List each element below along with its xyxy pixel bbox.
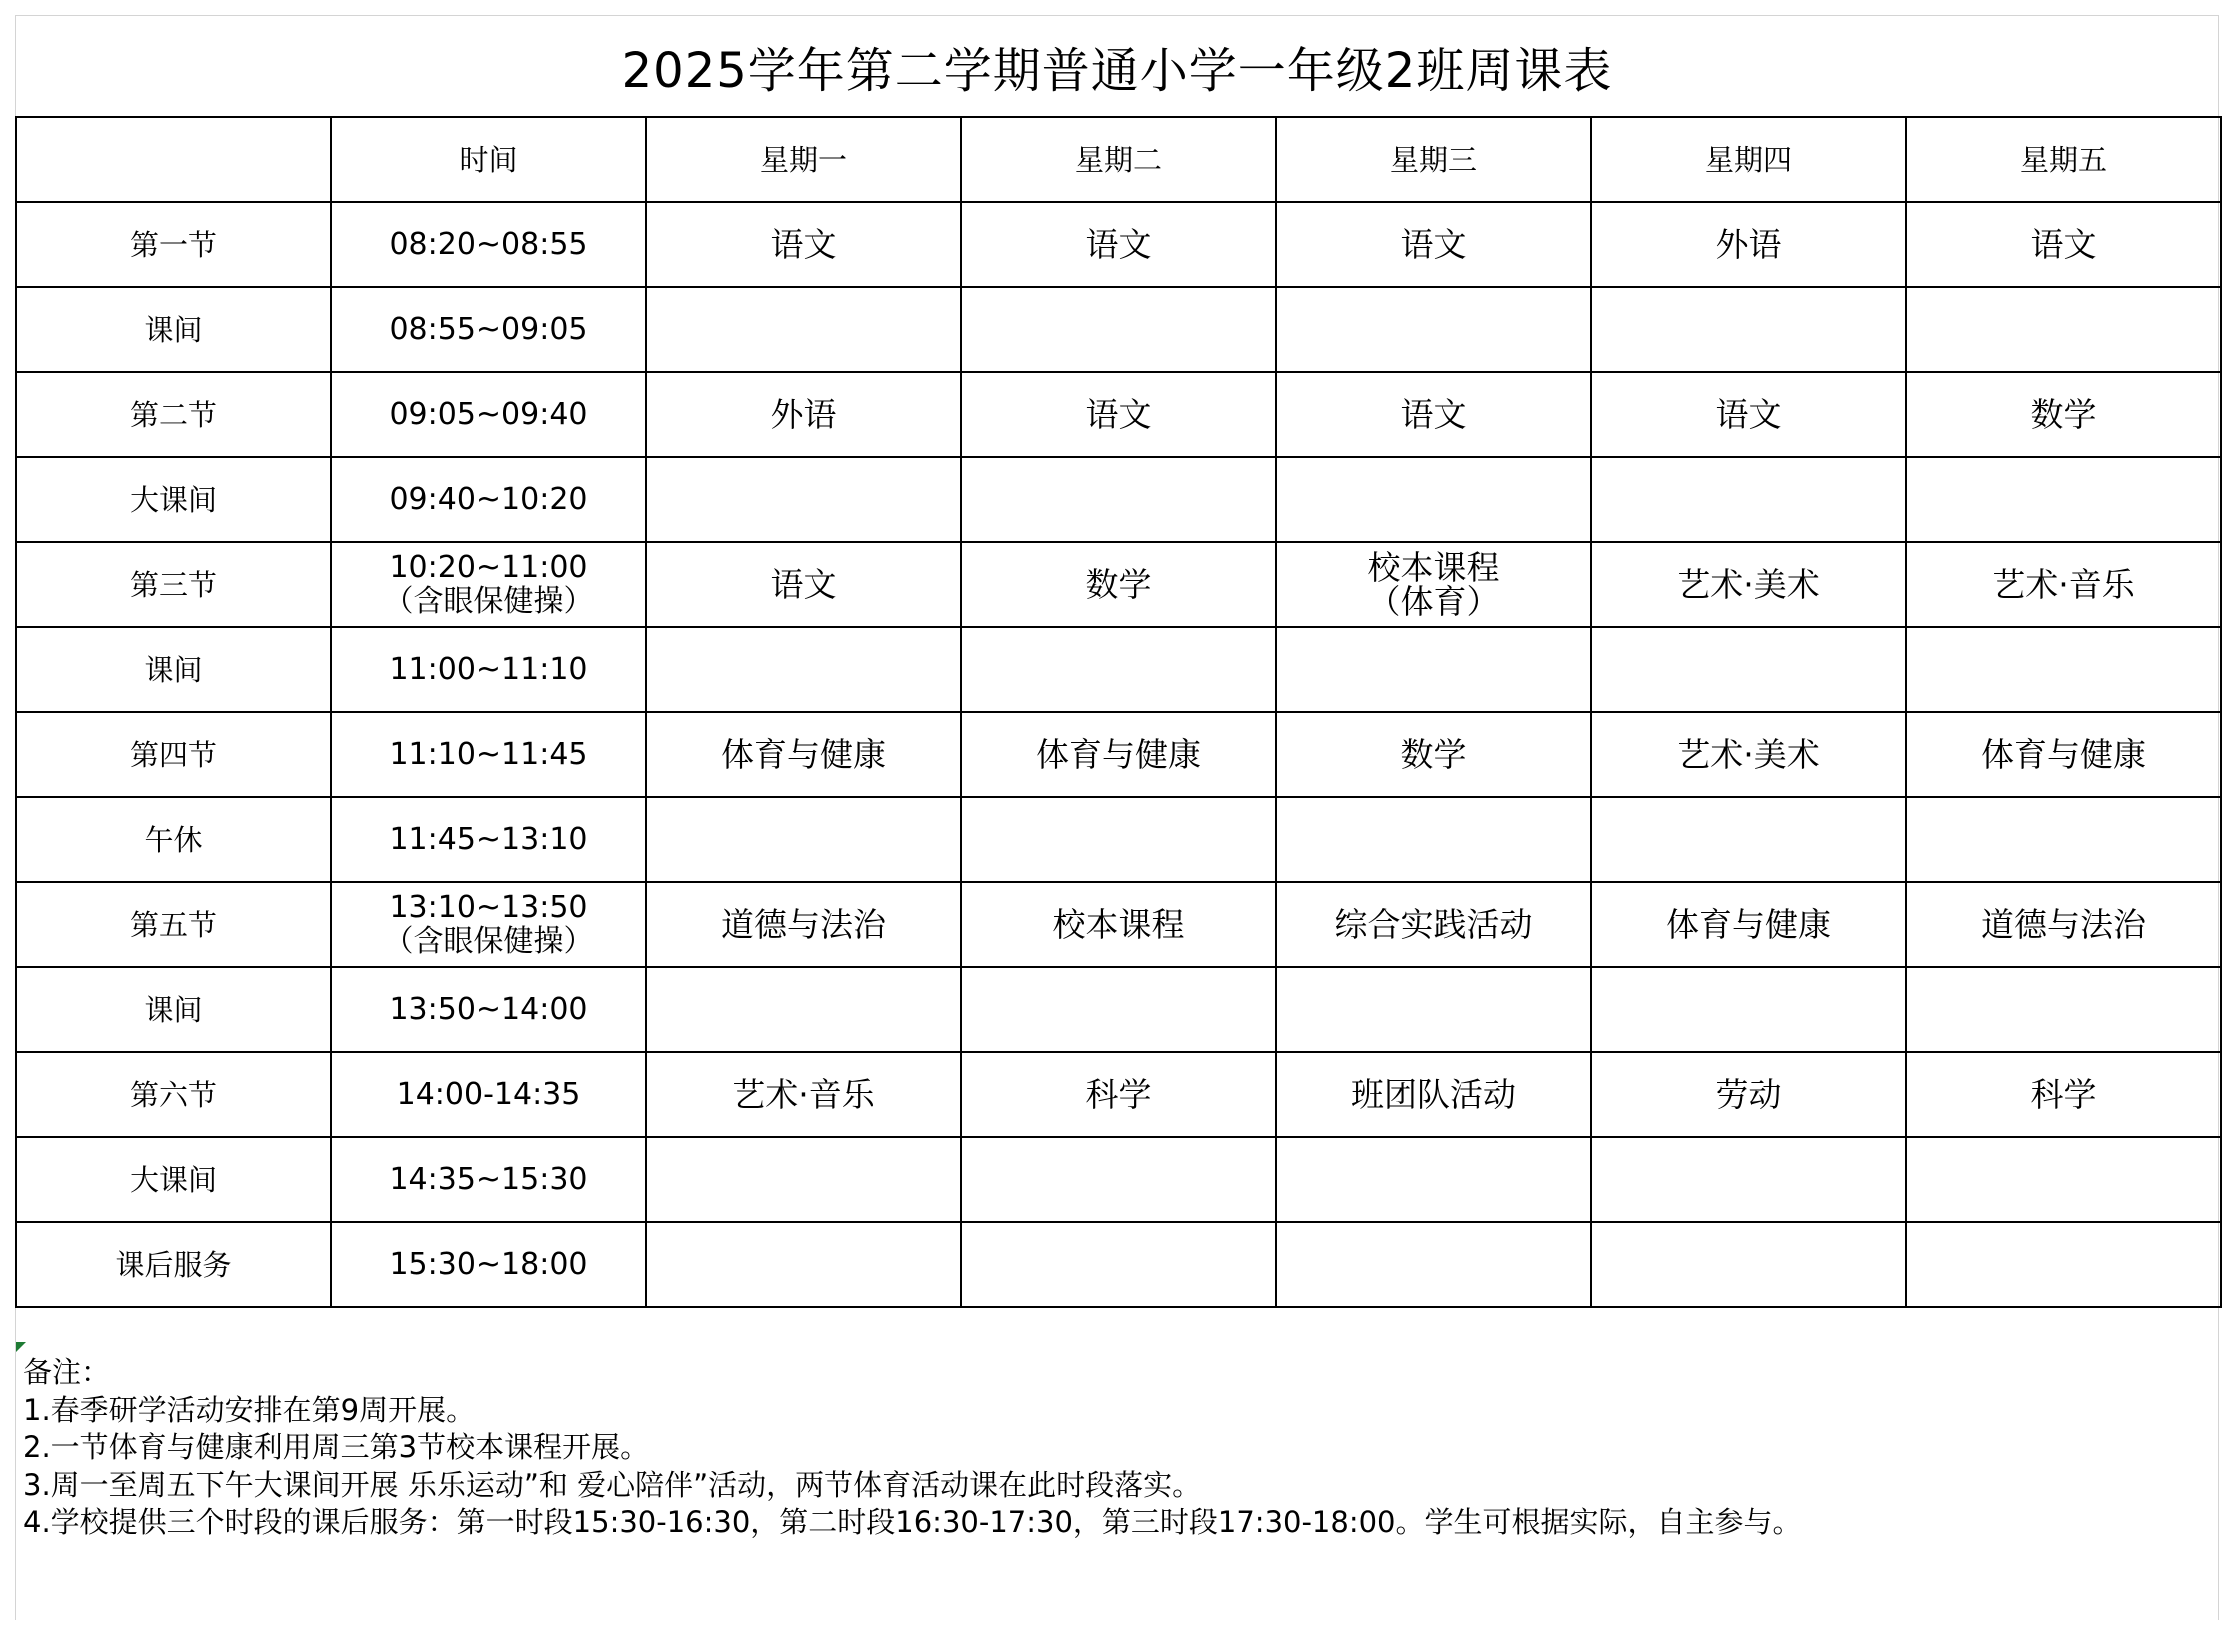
subject-text: 语文 [1085, 394, 1152, 434]
time-text: 08:55~09:05 [389, 311, 588, 347]
period-time-cell[interactable] [331, 542, 646, 627]
subject-text: 外语 [1715, 224, 1782, 264]
period-label-cell[interactable]: 课后服务 [16, 1222, 331, 1307]
period-time-cell[interactable] [331, 1222, 646, 1307]
period-time-cell[interactable] [331, 372, 646, 457]
subject-cell[interactable] [1906, 542, 2221, 627]
subject-text: （体育） [1367, 581, 1500, 621]
subject-cell[interactable] [1906, 967, 2221, 1052]
period-time-cell[interactable] [331, 712, 646, 797]
period-time-cell[interactable] [331, 287, 646, 372]
header-day-cell[interactable]: 星期二 [961, 117, 1276, 202]
subject-cell[interactable] [961, 202, 1276, 287]
subject-cell[interactable] [1591, 372, 1906, 457]
subject-cell[interactable] [646, 712, 961, 797]
period-time-cell[interactable] [331, 202, 646, 287]
subject-cell[interactable] [1276, 967, 1591, 1052]
period-label-cell[interactable]: 课间 [16, 627, 331, 712]
subject-cell[interactable] [646, 1222, 961, 1307]
subject-cell[interactable] [1906, 882, 2221, 967]
timetable-row [16, 287, 2221, 372]
subject-cell[interactable] [646, 542, 961, 627]
subject-text: 艺术·美术 [1677, 564, 1820, 604]
subject-cell[interactable] [961, 797, 1276, 882]
header-day-cell[interactable]: 星期一 [646, 117, 961, 202]
period-time-cell[interactable] [331, 627, 646, 712]
subject-text: 语文 [1085, 224, 1152, 264]
subject-cell[interactable] [1591, 1137, 1906, 1222]
subject-text: 语文 [770, 564, 837, 604]
subject-cell[interactable] [961, 1222, 1276, 1307]
header-day-cell[interactable]: 星期三 [1276, 117, 1591, 202]
note-item: 3.周一至周五下午大课间开展 乐乐运动”和 爱心陪伴”活动，两节体育活动课在此时段落实。 [23, 1467, 1202, 1502]
subject-cell[interactable] [961, 457, 1276, 542]
time-text: 09:05~09:40 [389, 396, 588, 432]
subject-text: 科学 [1085, 1074, 1152, 1114]
subject-text: 语文 [770, 224, 837, 264]
timetable-row [16, 372, 2221, 457]
subject-cell[interactable] [646, 1137, 961, 1222]
subject-text: 外语 [770, 394, 837, 434]
timetable [15, 116, 2222, 1308]
subject-cell[interactable] [646, 882, 961, 967]
subject-cell[interactable] [1591, 627, 1906, 712]
subject-text: 数学 [2030, 394, 2097, 434]
subject-cell[interactable] [1591, 797, 1906, 882]
subject-cell[interactable] [961, 1052, 1276, 1137]
time-text: 10:20~11:00 [389, 549, 588, 585]
period-time-cell[interactable] [331, 457, 646, 542]
timetable-row [16, 1052, 2221, 1137]
subject-cell[interactable] [961, 712, 1276, 797]
subject-cell[interactable] [646, 372, 961, 457]
subject-cell[interactable] [1276, 882, 1591, 967]
period-label-cell[interactable]: 第五节 [16, 882, 331, 967]
subject-cell[interactable] [961, 627, 1276, 712]
subject-cell[interactable] [1591, 1052, 1906, 1137]
notes-heading: 备注： [23, 1355, 111, 1389]
header-day-cell[interactable]: 星期五 [1906, 117, 2221, 202]
period-time-cell[interactable] [331, 967, 646, 1052]
period-label-cell[interactable]: 第四节 [16, 712, 331, 797]
subject-cell[interactable] [961, 542, 1276, 627]
note-item: 2.一节体育与健康利用周三第3节校本课程开展。 [23, 1430, 650, 1464]
subject-cell[interactable] [646, 627, 961, 712]
cell-comment-marker [16, 1342, 26, 1352]
subject-cell[interactable] [1276, 1137, 1591, 1222]
subject-text: 校本课程 [1367, 547, 1500, 587]
header-day-cell[interactable]: 星期四 [1591, 117, 1906, 202]
timetable-row [16, 1137, 2221, 1222]
period-label-cell[interactable]: 第三节 [16, 542, 331, 627]
subject-cell[interactable] [1276, 202, 1591, 287]
time-text: 14:35~15:30 [389, 1161, 588, 1197]
subject-text: 体育与健康 [721, 734, 886, 774]
time-text: 08:20~08:55 [389, 226, 588, 262]
subject-text: 体育与健康 [1036, 734, 1201, 774]
subject-cell[interactable] [1906, 287, 2221, 372]
header-corner-cell[interactable] [16, 117, 331, 202]
subject-cell[interactable] [1906, 712, 2221, 797]
subject-cell[interactable] [646, 287, 961, 372]
timetable-row [16, 457, 2221, 542]
subject-cell[interactable] [1276, 372, 1591, 457]
note-item: 4.学校提供三个时段的课后服务：第一时段15:30-16:30，第二时段16:30-17:30，第三时段17:30-18:00。学生可根据实际，自主参与。 [23, 1505, 1802, 1539]
subject-cell[interactable] [1906, 457, 2221, 542]
header-time-cell[interactable]: 时间 [331, 117, 646, 202]
subject-cell[interactable] [1906, 1052, 2221, 1137]
subject-text: 综合实践活动 [1334, 904, 1533, 944]
timetable-row [16, 882, 2221, 967]
time-text: 15:30~18:00 [389, 1246, 588, 1282]
subject-cell[interactable] [1906, 202, 2221, 287]
subject-cell[interactable] [1591, 1222, 1906, 1307]
subject-cell[interactable] [1276, 1052, 1591, 1137]
page-title: 2025学年第二学期普通小学一年级2班周课表 [621, 42, 1613, 99]
subject-cell[interactable] [646, 967, 961, 1052]
subject-cell[interactable] [1276, 1222, 1591, 1307]
subject-cell[interactable] [1906, 1222, 2221, 1307]
header-row [16, 117, 2221, 202]
timetable-row [16, 712, 2221, 797]
subject-cell[interactable] [1591, 457, 1906, 542]
time-text: 11:10~11:45 [389, 736, 588, 772]
time-text: 13:50~14:00 [389, 991, 588, 1027]
subject-text: 数学 [1085, 564, 1152, 604]
time-text: 09:40~10:20 [389, 481, 588, 517]
subject-cell[interactable] [1591, 967, 1906, 1052]
time-text: 13:10~13:50 [389, 889, 588, 925]
subject-cell[interactable] [646, 457, 961, 542]
period-time-cell[interactable] [331, 1137, 646, 1222]
subject-cell[interactable] [1276, 712, 1591, 797]
subject-text: 艺术·音乐 [1992, 564, 2135, 604]
time-text: 14:00-14:35 [396, 1076, 581, 1112]
subject-text: 体育与健康 [1981, 734, 2146, 774]
period-time-cell[interactable] [331, 797, 646, 882]
period-time-cell[interactable] [331, 1052, 646, 1137]
subject-text: 语文 [1400, 394, 1467, 434]
timetable-row [16, 627, 2221, 712]
timetable-row [16, 1222, 2221, 1307]
subject-text: 体育与健康 [1666, 904, 1831, 944]
subject-cell[interactable] [646, 202, 961, 287]
period-time-cell[interactable] [331, 882, 646, 967]
subject-text: 科学 [2030, 1074, 2097, 1114]
subject-text: 语文 [1715, 394, 1782, 434]
subject-cell[interactable] [961, 1137, 1276, 1222]
subject-text: 语文 [2030, 224, 2097, 264]
subject-text: 语文 [1400, 224, 1467, 264]
subject-cell[interactable] [961, 287, 1276, 372]
subject-cell[interactable] [1276, 542, 1591, 627]
subject-cell[interactable] [646, 1052, 961, 1137]
subject-text: 道德与法治 [721, 904, 886, 944]
timetable-row [16, 542, 2221, 627]
spreadsheet-page [15, 15, 2219, 1620]
subject-cell[interactable] [1906, 1137, 2221, 1222]
notes-block[interactable] [23, 1354, 2213, 1542]
period-label-cell[interactable]: 午休 [16, 797, 331, 882]
subject-text: 道德与法治 [1981, 904, 2146, 944]
timetable-row [16, 797, 2221, 882]
subject-cell[interactable] [1591, 712, 1906, 797]
subject-cell[interactable] [961, 372, 1276, 457]
subject-cell[interactable] [1276, 287, 1591, 372]
period-label-cell[interactable]: 课间 [16, 967, 331, 1052]
timetable-row [16, 967, 2221, 1052]
period-label-cell[interactable]: 第一节 [16, 202, 331, 287]
time-text: （含眼保健操） [383, 923, 594, 959]
subject-cell[interactable] [1906, 797, 2221, 882]
subject-cell[interactable] [961, 967, 1276, 1052]
note-item: 1.春季研学活动安排在第9周开展。 [23, 1392, 476, 1427]
subject-text: 劳动 [1715, 1074, 1782, 1114]
subject-text: 数学 [1400, 734, 1467, 774]
subject-cell[interactable] [1906, 372, 2221, 457]
timetable-row [16, 202, 2221, 287]
period-label-cell[interactable]: 大课间 [16, 457, 331, 542]
subject-cell[interactable] [1591, 542, 1906, 627]
subject-cell[interactable] [1906, 627, 2221, 712]
subject-cell[interactable] [1591, 202, 1906, 287]
subject-text: 校本课程 [1052, 904, 1185, 944]
subject-text: 艺术·美术 [1677, 734, 1820, 774]
subject-cell[interactable] [1591, 287, 1906, 372]
period-label-cell[interactable]: 第六节 [16, 1052, 331, 1137]
subject-cell[interactable] [961, 882, 1276, 967]
subject-cell[interactable] [646, 797, 961, 882]
subject-cell[interactable] [1276, 797, 1591, 882]
subject-cell[interactable] [1276, 627, 1591, 712]
subject-text: 班团队活动 [1351, 1074, 1516, 1114]
subject-cell[interactable] [1276, 457, 1591, 542]
period-label-cell[interactable]: 课间 [16, 287, 331, 372]
time-text: 11:00~11:10 [389, 651, 588, 687]
subject-cell[interactable] [1591, 882, 1906, 967]
time-text: 11:45~13:10 [389, 821, 588, 857]
period-label-cell[interactable]: 第二节 [16, 372, 331, 457]
period-label-cell[interactable]: 大课间 [16, 1137, 331, 1222]
time-text: （含眼保健操） [383, 583, 594, 619]
subject-text: 艺术·音乐 [732, 1074, 875, 1114]
